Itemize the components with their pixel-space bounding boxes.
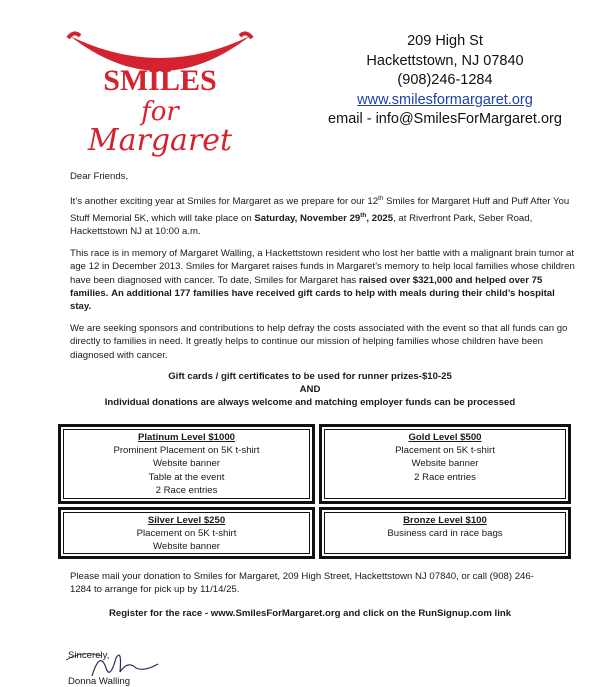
platinum-level-title: Platinum Level $1000 <box>137 432 236 443</box>
gold-level-title: Gold Level $500 <box>408 432 482 443</box>
gift-card-note: Gift cards / gift certificates to be used for runner prizes-$10-25 <box>168 371 452 382</box>
logo-smiles-text: SMILES <box>103 64 217 97</box>
letter-body <box>70 170 575 371</box>
silver-level-title: Silver Level $250 <box>147 515 226 526</box>
mail-instructions: Please mail your donation to Smiles for Margaret, 209 High Street, Hackettstown NJ 07840, or call (908) 246-1284 to arrange for pick up by 11/14/25. <box>70 571 534 596</box>
silver-item: Placement on 5K t-shirt <box>136 528 237 540</box>
greeting: Dear Friends, <box>70 171 129 182</box>
and-note: AND <box>299 384 321 395</box>
logo-for-text: for <box>141 97 179 127</box>
silver-level-box <box>58 507 315 559</box>
gold-item: 2 Race entries <box>414 471 476 483</box>
platinum-item: Table at the event <box>148 471 225 483</box>
platinum-item: Prominent Placement on 5K t-shirt <box>113 445 260 457</box>
gold-level-box <box>319 424 571 504</box>
platinum-item: Website banner <box>152 458 221 470</box>
gold-item: Placement on 5K t-shirt <box>395 445 495 457</box>
logo-margaret-text: Margaret <box>87 123 233 158</box>
bronze-level-box <box>319 507 571 559</box>
paragraph-event: It’s another exciting year at Smiles for Margaret as we prepare for our 12th Smiles for Margaret Huff and Puff After You Stuff Memorial 5K, which will take place on Saturday, November 29th, 2025, at Riverfront Park, Seber Road, Hackettstown NJ at 10:00 a.m. <box>70 195 570 237</box>
address-block <box>300 32 590 130</box>
bronze-level-title: Bronze Level $100 <box>403 515 487 526</box>
silver-item: Website banner <box>152 541 221 553</box>
street-address: 209 High St <box>407 33 483 49</box>
paragraph-sponsors: We are seeking sponsors and contributions to help defray the costs associated with the event so that all funds can go directly to families in need. It greatly helps to continue our mission of helping families whose children have been diagnosed with cancer. <box>70 323 568 361</box>
email-line[interactable]: email - info@SmilesForMargaret.org <box>328 111 562 127</box>
smiles-for-margaret-logo <box>60 28 260 158</box>
gold-item: Website banner <box>411 458 479 470</box>
closing: Sincerely, <box>68 650 110 661</box>
city-state-zip: Hackettstown, NJ 07840 <box>366 52 524 69</box>
website-link[interactable]: www.smilesformargaret.org <box>357 91 533 108</box>
signer-name: Donna Walling <box>68 676 131 687</box>
donations-note: Individual donations are always welcome and matching employer funds can be processed <box>104 397 516 408</box>
register-line[interactable]: Register for the race - www.SmilesForMargaret.org and click on the RunSignup.com link <box>108 608 512 619</box>
platinum-item: 2 Race entries <box>155 484 218 496</box>
bronze-item: Business card in race bags <box>387 528 503 540</box>
platinum-level-box <box>58 424 315 504</box>
phone-number: (908)246-1284 <box>397 72 493 88</box>
paragraph-mission: This race is in memory of Margaret Walling, a Hackettstown resident who lost her battle with a malignant brain tumor at age 12 in December 2013. Smiles for Margaret raises funds in Margaret’s memory to help local families whose children have been diagnosed with cancer. To date, Smiles for Margaret has raised over $321,000 and helped over 75 families. An additional 177 families have received gift cards to help with meals during their child’s hospital stay. <box>70 248 575 312</box>
